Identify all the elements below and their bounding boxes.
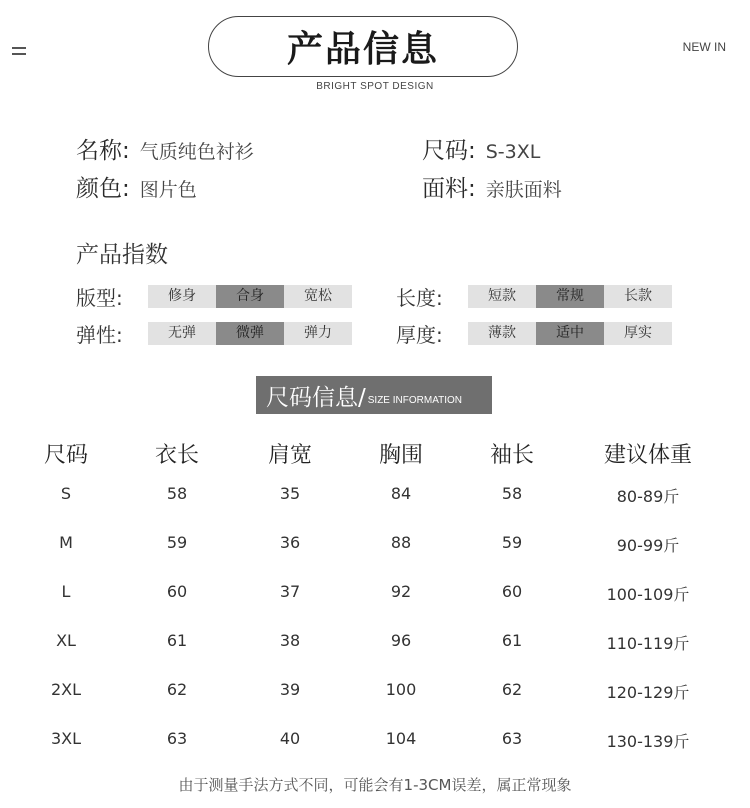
- attr-elastic: [76, 319, 352, 348]
- attr-fit: [76, 282, 352, 311]
- length-segments: [468, 285, 672, 308]
- table-cell: 63: [166, 729, 188, 748]
- table-cell: 88: [390, 533, 412, 552]
- attr-elastic-label: 弹性:: [76, 323, 123, 347]
- table-row: [0, 680, 750, 720]
- info-fabric-key: 面料:: [422, 176, 476, 202]
- length-option: 长款: [604, 285, 672, 308]
- attr-thickness: [396, 319, 672, 348]
- table-cell: 61: [166, 631, 188, 650]
- table-cell: 59: [501, 533, 523, 552]
- table-cell: M: [59, 533, 73, 552]
- table-header-cell: 建议体重: [603, 443, 692, 468]
- size-banner-title: 尺码信息/: [266, 384, 366, 411]
- table-cell: 36: [279, 533, 301, 552]
- table-row: [0, 729, 750, 769]
- indices-title: 产品指数: [76, 242, 168, 268]
- info-size: [422, 132, 540, 165]
- info-size-value: S-3XL: [485, 141, 541, 163]
- table-cell: 35: [279, 484, 301, 503]
- table-cell: 2XL: [50, 680, 82, 699]
- elastic-option: 无弹: [148, 322, 216, 345]
- table-cell: 58: [166, 484, 188, 503]
- info-color-value: 图片色: [139, 179, 197, 201]
- table-cell: 62: [501, 680, 523, 699]
- info-name-value: 气质纯色衬衫: [139, 141, 254, 163]
- length-option: 常规: [536, 285, 604, 308]
- table-header-row: [0, 438, 750, 478]
- info-size-key: 尺码:: [422, 138, 476, 164]
- table-cell: 37: [279, 582, 301, 601]
- attr-fit-label: 版型:: [76, 286, 123, 310]
- title-pill: [208, 16, 518, 77]
- table-cell: 84: [390, 484, 412, 503]
- table-cell: 100: [385, 680, 417, 699]
- table-cell: 120-129斤: [606, 683, 690, 702]
- table-cell: 100-109斤: [606, 585, 690, 604]
- table-header-cell: 肩宽: [267, 443, 312, 468]
- hamburger-menu-icon[interactable]: [12, 44, 26, 58]
- table-cell: 58: [501, 484, 523, 503]
- table-cell: 90-99斤: [616, 536, 680, 555]
- fit-option: 修身: [148, 285, 216, 308]
- thickness-option: 适中: [536, 322, 604, 345]
- fit-option: 宽松: [284, 285, 352, 308]
- thickness-option: 薄款: [468, 322, 536, 345]
- attr-length-label: 长度:: [396, 286, 443, 310]
- info-color: [76, 170, 197, 203]
- table-cell: 38: [279, 631, 301, 650]
- table-cell: 63: [501, 729, 523, 748]
- table-row: [0, 582, 750, 622]
- table-header-cell: 胸围: [378, 443, 423, 468]
- table-cell: 80-89斤: [616, 487, 680, 506]
- page-title: 产品信息: [286, 28, 439, 70]
- table-cell: 92: [390, 582, 412, 601]
- table-cell: 130-139斤: [606, 732, 690, 751]
- info-color-key: 颜色:: [76, 176, 130, 202]
- fit-option: 合身: [216, 285, 284, 308]
- table-header-cell: 尺码: [43, 443, 88, 468]
- thickness-option: 厚实: [604, 322, 672, 345]
- length-option: 短款: [468, 285, 536, 308]
- table-cell: 61: [501, 631, 523, 650]
- table-cell: 62: [166, 680, 188, 699]
- page-subtitle: BRIGHT SPOT DESIGN: [316, 81, 434, 92]
- table-cell: 59: [166, 533, 188, 552]
- measurement-footnote: 由于测量手法方式不同，可能会有1-3CM误差，属正常现象: [178, 776, 572, 794]
- table-cell: 110-119斤: [606, 634, 690, 653]
- info-fabric: [422, 170, 562, 203]
- table-row: [0, 533, 750, 573]
- size-info-banner: [256, 376, 492, 414]
- table-cell: 3XL: [50, 729, 82, 748]
- table-cell: 39: [279, 680, 301, 699]
- table-cell: 60: [501, 582, 523, 601]
- attr-thickness-label: 厚度:: [396, 323, 443, 347]
- table-row: [0, 631, 750, 671]
- info-name: [76, 132, 254, 165]
- fit-segments: [148, 285, 352, 308]
- thickness-segments: [468, 322, 672, 345]
- new-in-link[interactable]: NEW IN: [682, 40, 726, 54]
- table-cell: L: [61, 582, 71, 601]
- size-banner-subtitle: SIZE INFORMATION: [367, 394, 463, 406]
- table-row: [0, 484, 750, 524]
- table-header-cell: 袖长: [489, 443, 534, 468]
- table-cell: 60: [166, 582, 188, 601]
- table-cell: XL: [56, 631, 76, 650]
- table-cell: 96: [390, 631, 412, 650]
- elastic-option: 微弹: [216, 322, 284, 345]
- table-cell: S: [60, 484, 72, 503]
- elastic-option: 弹力: [284, 322, 352, 345]
- table-cell: 104: [385, 729, 417, 748]
- elastic-segments: [148, 322, 352, 345]
- table-cell: 40: [279, 729, 301, 748]
- attr-length: [396, 282, 672, 311]
- table-header-cell: 衣长: [154, 443, 199, 468]
- info-name-key: 名称:: [76, 138, 130, 164]
- info-fabric-value: 亲肤面料: [485, 179, 562, 201]
